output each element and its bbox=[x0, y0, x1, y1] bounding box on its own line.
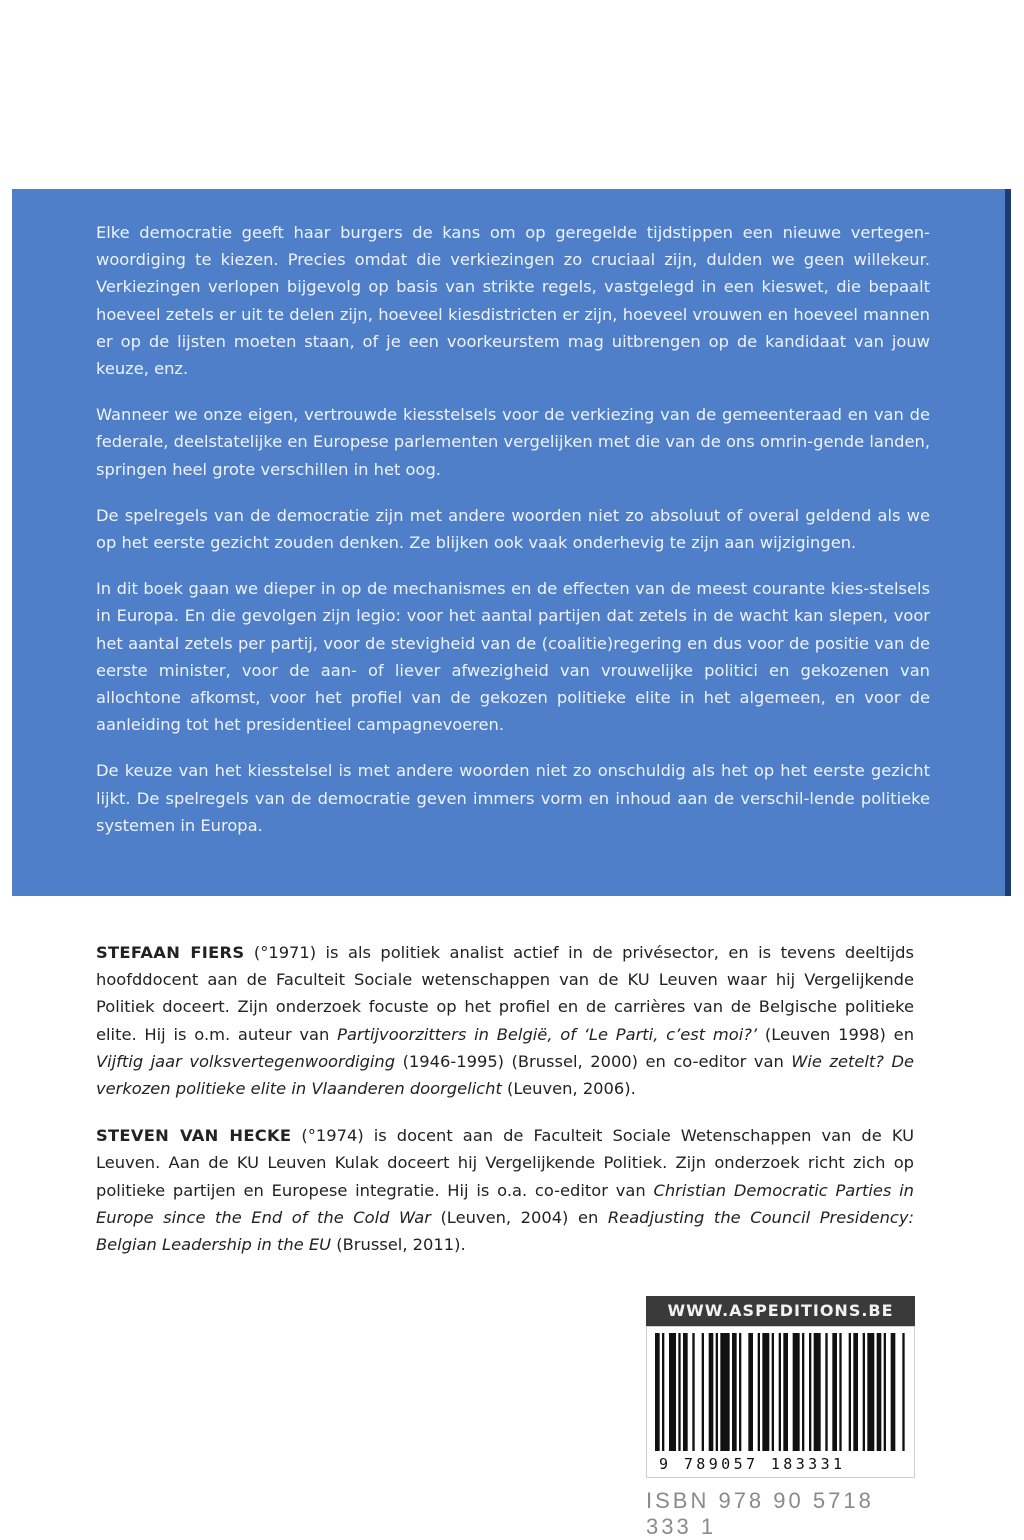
author-name-fiers: STEFAAN FIERS bbox=[96, 943, 245, 962]
blurb-paragraph-2: Wanneer we onze eigen, vertrouwde kiesstelsels voor de verkiezing van de gemeenteraad en van de federale, deelstatelijke en Europese parlementen vergelijken met die van de ons omrin-gende landen, springen heel grote verschillen in het oog. bbox=[96, 405, 930, 479]
book-title: Wie zetelt? De verkozen politieke elite in Vlaanderen doorgelicht bbox=[96, 1051, 914, 1099]
barcode-block bbox=[646, 1296, 915, 1540]
bio-text: (°1974) is docent aan de Faculteit Sociale Wetenschappen van de KU Leuven. Aan de KU Leuven Kulak doceert hij Vergelijkende Politiek. Zijn onderzoek richt zich op politieke partijen en Europese integratie. Hij is o.a. co-editor van bbox=[96, 1126, 914, 1200]
bio-text: (Leuven, 2004) en bbox=[430, 1207, 608, 1227]
publisher-website: WWW.ASPEDITIONS.BE bbox=[646, 1296, 915, 1326]
bio-text: (°1971) is als politiek analist actief in de privésector, en is tevens deeltijds hoofddocent aan de Faculteit Sociale wetenschappen van de KU Leuven waar hij Vergelijkende Politiek doceert. Zijn onderzoek focuste op het profiel en de carrières van de Belgische politieke elite. Hij is o.m. auteur van bbox=[96, 943, 914, 1044]
barcode-bars bbox=[655, 1333, 907, 1451]
bio-text: (Leuven, 2006). bbox=[501, 1079, 636, 1099]
book-title: Christian Democratic Parties in Europe since the End of the Cold War bbox=[96, 1180, 914, 1227]
barcode-digits: 9 789057 183331 bbox=[659, 1455, 846, 1473]
book-title: Vijftig jaar volksvertegenwoordiging bbox=[96, 1051, 396, 1071]
author-bio-fiers bbox=[96, 939, 914, 1102]
bio-text: (Brussel, 2011). bbox=[331, 1235, 466, 1255]
author-bios bbox=[96, 939, 914, 1278]
blurb-paragraph-3: De spelregels van de democratie zijn met andere woorden niet zo absoluut of overal geldend als we op het eerste gezicht zouden denken. Ze blijken ook vaak onderhevig te zijn aan wijzigingen. bbox=[96, 505, 930, 553]
bio-text: (1946-1995) (Brussel, 2000) en co-editor van bbox=[395, 1051, 792, 1071]
book-title: Partijvoorzitters in België, of ‘Le Parti, c’est moi?’ bbox=[337, 1024, 758, 1044]
blurb-paragraph-5: De keuze van het kiesstelsel is met andere woorden niet zo onschuldig als het op het eerste gezicht lijkt. De spelregels van de democratie geven immers vorm en inhoud aan de verschil-lende politieke systemen in Europa. bbox=[96, 761, 930, 835]
bio-text: (Leuven 1998) en bbox=[757, 1024, 915, 1044]
author-bio-van-hecke bbox=[96, 1122, 914, 1258]
book-title: Readjusting the Council Presidency: Belgian Leadership in the EU bbox=[96, 1207, 914, 1255]
barcode bbox=[646, 1326, 915, 1478]
author-name-van-hecke: STEVEN VAN HECKE bbox=[96, 1126, 292, 1146]
blurb-paragraph-1: Elke democratie geeft haar burgers de kans om op geregelde tijdstippen een nieuwe vertegen-woordiging te kiezen. Precies omdat die verkiezingen zo cruciaal zijn, dulden we geen willekeur. Verkiezingen verlopen bijgevolg op basis van strikte regels, vastgelegd in een kieswet, die bepaalt hoeveel zetels er uit te delen zijn, hoeveel kiesdistricten er zijn, hoeveel vrouwen en hoeveel mannen er op de lijsten moeten staan, of je een voorkeurstem mag uitbrengen op de kandidaat van jouw keuze, enz. bbox=[96, 223, 930, 379]
blurb-panel bbox=[12, 189, 1011, 896]
blurb-paragraph-4: In dit boek gaan we dieper in op de mechanismes en de effecten van de meest courante kies-stelsels in Europa. En die gevolgen zijn legio: voor het aantal partijen dat zetels in de wacht kan slepen, voor het aantal zetels per partij, voor de stevigheid van de (coalitie)regering en dus voor de positie van de eerste minister, voor de aan- of liever afwezigheid van vrouwelijke politici en gekozenen van allochtone afkomst, voor het profiel van de gekozen politieke elite in het algemeen, en voor de aanleiding tot het presidentieel campagnevoeren. bbox=[96, 579, 930, 735]
isbn-number: ISBN 978 90 5718 333 1 bbox=[646, 1488, 874, 1539]
blurb-text bbox=[96, 219, 930, 858]
